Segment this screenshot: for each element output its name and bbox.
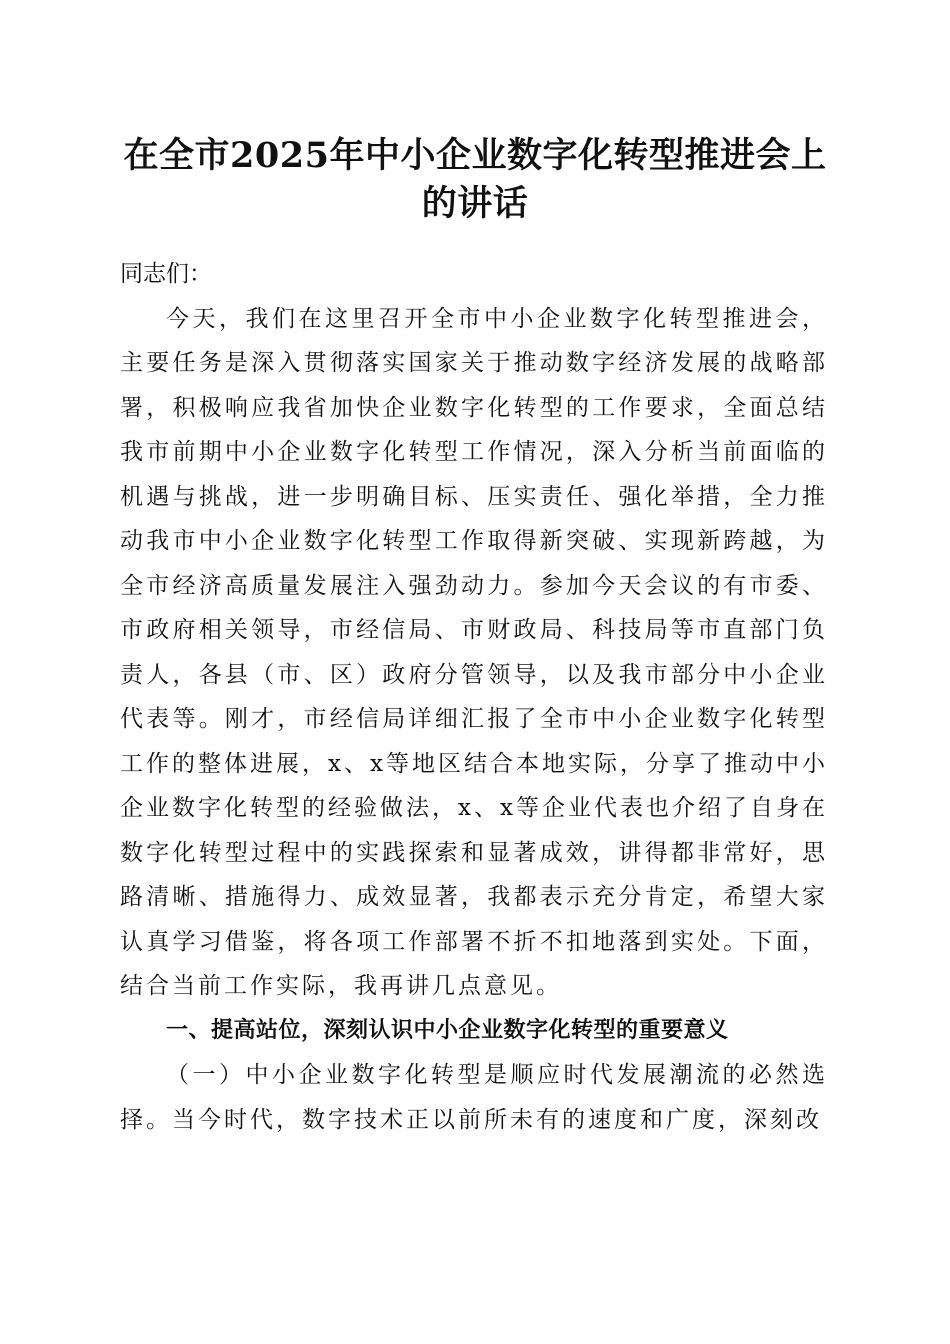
document-title: 在全市2025年中小企业数字化转型推进会上的讲话 xyxy=(123,135,827,224)
section-heading-1: 一、提高站位，深刻认识中小企业数字化转型的重要意义 xyxy=(166,1017,729,1043)
subsection-paragraph-1: （一）中小企业数字化转型是顺应时代发展潮流的必然选择。当今时代，数字技术正以前所未有的速度和广度，深刻改 xyxy=(120,1062,828,1133)
opening-paragraph: 今天，我们在这里召开全市中小企业数字化转型推进会，主要任务是深入贯彻落实国家关于推动数字经济发展的战略部署，积极响应我省加快企业数字化转型的工作要求，全面总结我市前期中小企业数字化转型工作情况，深入分析当前面临的机遇与挑战，进一步明确目标、压实责任、强化举措，全力推动我市中小企业数字化转型工作取得新突破、实现新跨越，为全市经济高质量发展注入强劲动力。参加今天会议的有市委、市政府相关领导，市经信局、市财政局、科技局等市直部门负责人，各县（市、区）政府分管领导，以及我市部分中小企业代表等。刚才，市经信局详细汇报了全市中小企业数字化转型工作的整体进展，x、x等地区结合本地实际，分享了推动中小企业数字化转型的经验做法，x、x等企业代表也介绍了自身在数字化转型过程中的实践探索和显著成效，讲得都非常好，思路清晰、措施得力、成效显著，我都表示充分肯定，希望大家认真学习借鉴，将各项工作部署不折不扣地落到实处。下面，结合当前工作实际，我再讲几点意见。 xyxy=(120,305,828,999)
salutation: 同志们： xyxy=(120,261,212,287)
document-body xyxy=(120,252,828,1142)
